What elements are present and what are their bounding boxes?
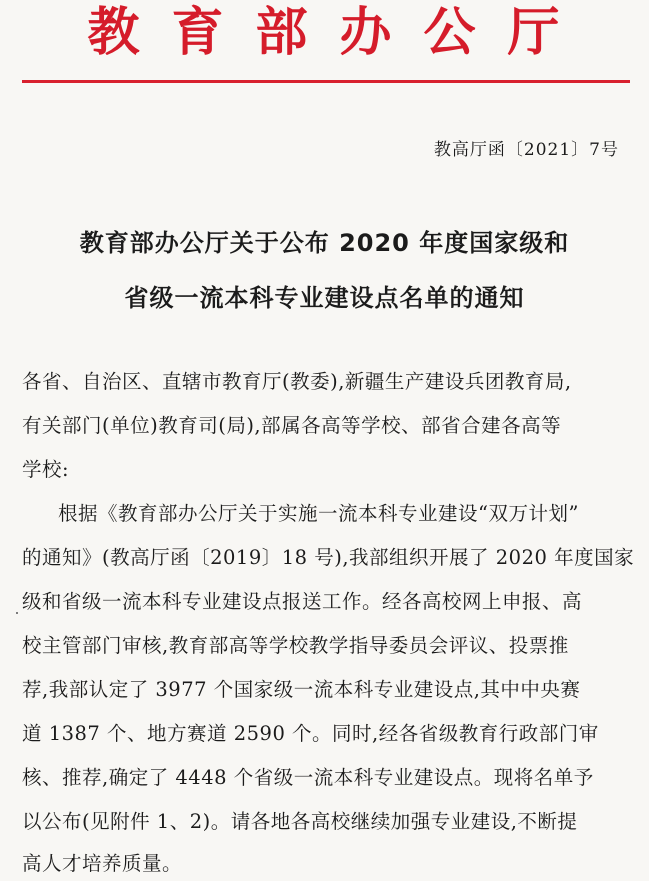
- body-line-4: 校主管部门审核,教育部高等学校教学指导委员会评议、投票推: [22, 634, 569, 657]
- addressee-line-3: 学校:: [22, 458, 70, 481]
- body-line-9: 高人才培养质量。: [22, 852, 183, 875]
- scan-speck: [16, 612, 18, 614]
- masthead: [0, 0, 649, 66]
- document-number: 教高厅函〔2021〕7号: [433, 140, 619, 160]
- issuer-name: 教育部办公厅: [87, 3, 592, 63]
- body-line-5: 荐,我部认定了 3977 个国家级一流本科专业建设点,其中中央赛: [22, 678, 581, 701]
- body-line-8: 以公布(见附件 1、2)。请各地各高校继续加强专业建设,不断提: [22, 810, 578, 833]
- addressee-line-2: 有关部门(单位)教育司(局),部属各高等学校、部省合建各高等: [22, 414, 562, 437]
- body-line-7: 核、推荐,确定了 4448 个省级一流本科专业建设点。现将名单予: [22, 766, 594, 789]
- body-line-1: 根据《教育部办公厅关于实施一流本科专业建设“双万计划”: [58, 502, 579, 525]
- red-divider-line: [22, 80, 630, 83]
- addressee-line-1: 各省、自治区、直辖市教育厅(教委),新疆生产建设兵团教育局,: [22, 370, 572, 393]
- body-line-2: 的通知》(教高厅函〔2019〕18 号),我部组织开展了 2020 年度国家: [22, 546, 635, 569]
- body-line-6: 道 1387 个、地方赛道 2590 个。同时,经各省级教育行政部门审: [22, 722, 599, 745]
- document-title-line-1: 教育部办公厅关于公布 2020 年度国家级和: [79, 229, 570, 257]
- document-title-line-2: 省级一流本科专业建设点名单的通知: [124, 284, 525, 312]
- body-line-3: 级和省级一流本科专业建设点报送工作。经各高校网上申报、高: [22, 590, 583, 613]
